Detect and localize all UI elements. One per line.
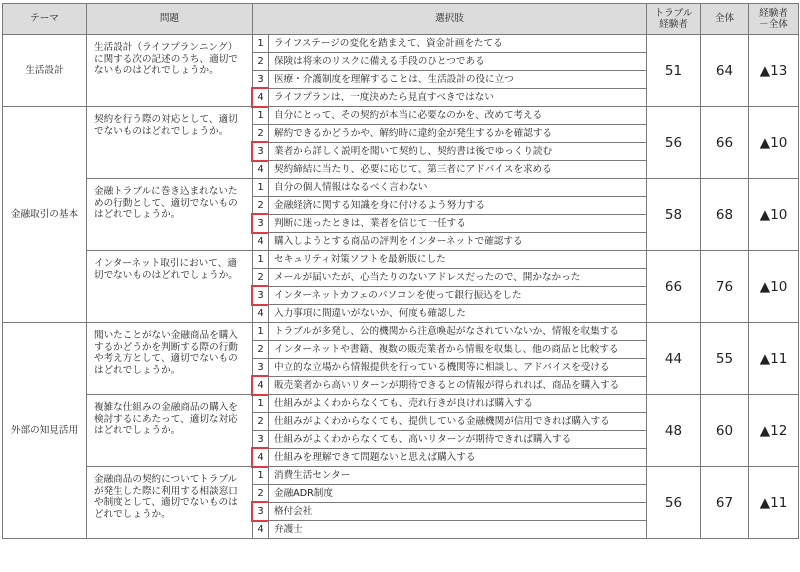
option-number: 4 <box>253 521 269 539</box>
option-number: 4 <box>253 305 269 323</box>
table-row <box>3 323 799 341</box>
difference-score: ▲10 <box>749 179 799 251</box>
option-text: 中立的な立場から情報提供を行っている機関等に相談し、アドバイスを受ける <box>269 359 647 377</box>
option-number: 3 <box>253 71 269 89</box>
overall-score: 68 <box>701 179 749 251</box>
option-number: 3 <box>253 359 269 377</box>
option-number-highlighted: 4 <box>253 89 269 107</box>
overall-score: 60 <box>701 395 749 467</box>
option-text-highlighted: 業者から詳しく説明を聞いて契約し、契約書は後でゆっくり読む <box>269 143 647 161</box>
header-trouble: トラブル 経験者 <box>647 4 701 35</box>
option-number: 1 <box>253 395 269 413</box>
option-text: 金融ADR制度 <box>269 485 647 503</box>
trouble-experienced-score: 44 <box>647 323 701 395</box>
option-number-highlighted: 3 <box>253 215 269 233</box>
header-options: 選択肢 <box>253 4 647 35</box>
header-question: 問題 <box>87 4 253 35</box>
option-text: 解約できるかどうかや、解約時に違約金が発生するかを確認する <box>269 125 647 143</box>
option-number: 4 <box>253 161 269 179</box>
option-number-highlighted: 3 <box>253 503 269 521</box>
option-text: 仕組みがよくわからなくても、高いリターンが期待できれば購入する <box>269 431 647 449</box>
question-cell: インターネット取引において、適切でないものはどれでしょうか。 <box>87 251 253 323</box>
survey-table <box>2 3 799 539</box>
option-text-highlighted: 格付会社 <box>269 503 647 521</box>
table-body <box>3 35 799 539</box>
option-text: 入力事項に間違いがないか、何度も確認した <box>269 305 647 323</box>
difference-score: ▲10 <box>749 107 799 179</box>
option-number: 2 <box>253 269 269 287</box>
header-diff: 経験者 －全体 <box>749 4 799 35</box>
option-number: 1 <box>253 467 269 485</box>
difference-score: ▲10 <box>749 251 799 323</box>
option-text: トラブルが多発し、公的機関から注意喚起がなされていないか、情報を収集する <box>269 323 647 341</box>
question-cell: 生活設計（ライフプランニング）に関する次の記述のうち、適切でないものはどれでしょうか。 <box>87 35 253 107</box>
overall-score: 55 <box>701 323 749 395</box>
option-number: 1 <box>253 107 269 125</box>
question-cell: 金融トラブルに巻き込まれないための行動として、適切でないものはどれでしょうか。 <box>87 179 253 251</box>
question-cell: 契約を行う際の対応として、適切でないものはどれでしょうか。 <box>87 107 253 179</box>
option-text: 保険は将来のリスクに備える手段のひとつである <box>269 53 647 71</box>
header-theme: テーマ <box>3 4 87 35</box>
overall-score: 64 <box>701 35 749 107</box>
option-text: 金融経済に関する知識を身に付けるよう努力する <box>269 197 647 215</box>
difference-score: ▲11 <box>749 323 799 395</box>
question-cell: 複雑な仕組みの金融商品の購入を検討するにあたって、適切な対応はどれでしょうか。 <box>87 395 253 467</box>
overall-score: 67 <box>701 467 749 539</box>
trouble-experienced-score: 51 <box>647 35 701 107</box>
option-text-highlighted: 仕組みを理解できて問題ないと思えば購入する <box>269 449 647 467</box>
option-number: 2 <box>253 413 269 431</box>
option-text: 自分にとって、その契約が本当に必要なのかを、改めて考える <box>269 107 647 125</box>
option-number: 4 <box>253 233 269 251</box>
option-text: セキュリティ対策ソフトを最新版にした <box>269 251 647 269</box>
question-cell: 金融商品の契約についてトラブルが発生した際に利用する相談窓口や制度として、適切でないものはどれでしょうか。 <box>87 467 253 539</box>
theme-cell: 生活設計 <box>3 35 87 107</box>
table-row <box>3 35 799 53</box>
option-number: 3 <box>253 431 269 449</box>
trouble-experienced-score: 48 <box>647 395 701 467</box>
option-number: 1 <box>253 35 269 53</box>
option-number: 2 <box>253 485 269 503</box>
trouble-experienced-score: 66 <box>647 251 701 323</box>
option-number: 1 <box>253 323 269 341</box>
option-text: 仕組みがよくわからなくても、提供している金融機関が信用できれば購入する <box>269 413 647 431</box>
difference-score: ▲13 <box>749 35 799 107</box>
header-all: 全体 <box>701 4 749 35</box>
overall-score: 76 <box>701 251 749 323</box>
theme-cell: 外部の知見活用 <box>3 323 87 539</box>
option-text: 自分の個人情報はなるべく言わない <box>269 179 647 197</box>
option-text: 弁護士 <box>269 521 647 539</box>
option-text: 医療・介護制度を理解することは、生活設計の役に立つ <box>269 71 647 89</box>
option-text: 仕組みがよくわからなくても、売れ行きが良ければ購入する <box>269 395 647 413</box>
option-number: 2 <box>253 197 269 215</box>
trouble-experienced-score: 56 <box>647 467 701 539</box>
option-number: 1 <box>253 251 269 269</box>
table-row <box>3 395 799 413</box>
trouble-experienced-score: 58 <box>647 179 701 251</box>
option-number-highlighted: 3 <box>253 287 269 305</box>
option-number: 2 <box>253 341 269 359</box>
option-number-highlighted: 4 <box>253 449 269 467</box>
option-text: 購入しようとする商品の評判をインターネットで確認する <box>269 233 647 251</box>
option-number: 1 <box>253 179 269 197</box>
table-row <box>3 467 799 485</box>
option-text: ライフステージの変化を踏まえて、資金計画をたてる <box>269 35 647 53</box>
difference-score: ▲12 <box>749 395 799 467</box>
table-row <box>3 179 799 197</box>
header-row <box>3 4 799 35</box>
option-text: 契約締結に当たり、必要に応じて、第三者にアドバイスを求める <box>269 161 647 179</box>
theme-cell: 金融取引の基本 <box>3 107 87 323</box>
difference-score: ▲11 <box>749 467 799 539</box>
option-text: インターネットや書籍、複数の販売業者から情報を収集し、他の商品と比較する <box>269 341 647 359</box>
option-number-highlighted: 3 <box>253 143 269 161</box>
option-number: 2 <box>253 125 269 143</box>
table-row <box>3 107 799 125</box>
question-cell: 聞いたことがない金融商品を購入するかどうかを判断する際の行動や考え方として、適切でないものはどれでしょうか。 <box>87 323 253 395</box>
option-text-highlighted: インターネットカフェのパソコンを使って銀行振込をした <box>269 287 647 305</box>
option-text-highlighted: 判断に迷ったときは、業者を信じて一任する <box>269 215 647 233</box>
trouble-experienced-score: 56 <box>647 107 701 179</box>
option-number-highlighted: 4 <box>253 377 269 395</box>
overall-score: 66 <box>701 107 749 179</box>
option-number: 2 <box>253 53 269 71</box>
option-text: メールが届いたが、心当たりのないアドレスだったので、開かなかった <box>269 269 647 287</box>
option-text-highlighted: ライフプランは、一度決めたら見直すべきではない <box>269 89 647 107</box>
table-row <box>3 251 799 269</box>
option-text-highlighted: 販売業者から高いリターンが期待できるとの情報が得られれば、商品を購入する <box>269 377 647 395</box>
option-text: 消費生活センター <box>269 467 647 485</box>
